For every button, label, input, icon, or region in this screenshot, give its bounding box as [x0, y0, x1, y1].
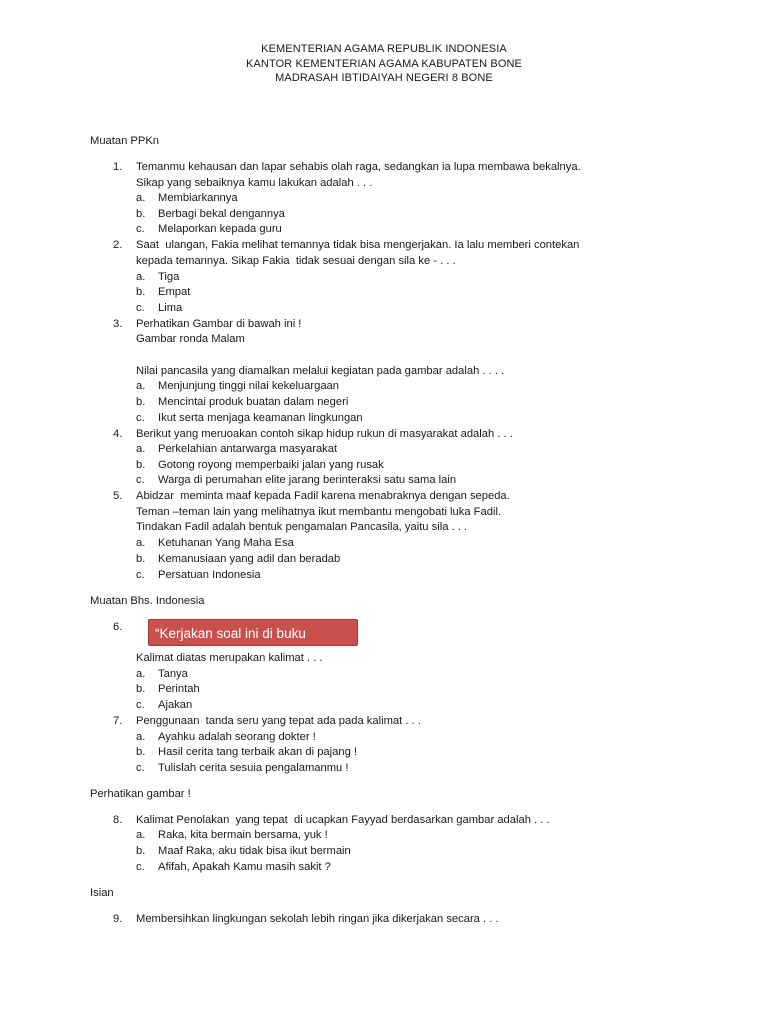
option-text: Membiarkannya	[158, 192, 238, 204]
image-placeholder-caption: Gambar ronda Malam	[136, 333, 245, 345]
header-office: KANTOR KEMENTERIAN AGAMA KABUPATEN BONE	[246, 57, 522, 70]
question-text: Abidzar meminta maaf kepada Fadil karena menabraknya dengan sepeda.	[136, 490, 510, 502]
option-text: Tanya	[158, 668, 188, 680]
question-text: Penggunaan tanda seru yang tepat ada pada kalimat . . .	[136, 715, 421, 727]
option-letter: a.	[136, 829, 146, 841]
option-letter: a.	[136, 271, 146, 283]
option-text: Perkelahian antarwarga masyarakat	[158, 443, 338, 455]
option-text: Gotong royong memperbaiki jalan yang rusak	[158, 459, 384, 471]
option-letter: b.	[136, 845, 146, 857]
option-text: Tiga	[158, 271, 180, 283]
question-number: 1.	[113, 161, 123, 173]
question-text: Kalimat diatas merupakan kalimat . . .	[136, 652, 323, 664]
question-number: 2.	[113, 239, 123, 251]
option-letter: a.	[136, 537, 146, 549]
option-text: Ayahku adalah seorang dokter !	[158, 731, 316, 743]
option-letter: c.	[136, 699, 145, 711]
option-text: Ajakan	[158, 699, 193, 711]
question-text: Teman –teman lain yang melihatnya ikut membantu mengobati luka Fadil.	[136, 506, 502, 518]
option-letter: b.	[136, 683, 146, 695]
option-text: Lima	[158, 302, 183, 314]
question-number: 4.	[113, 428, 123, 440]
option-text: Perintah	[158, 683, 200, 695]
header-school: MADRASAH IBTIDAIYAH NEGERI 8 BONE	[275, 72, 493, 84]
question-text: Temanmu kehausan dan lapar sehabis olah raga, sedangkan ia lupa membawa bekalnya.	[136, 161, 581, 173]
question-number: 8.	[113, 814, 123, 826]
question-text: Perhatikan Gambar di bawah ini !	[136, 318, 302, 330]
question-number: 7.	[113, 715, 123, 727]
question-number: 9.	[113, 913, 123, 925]
option-letter: c.	[136, 412, 145, 424]
header-ministry: KEMENTERIAN AGAMA REPUBLIK INDONESIA	[261, 43, 507, 55]
option-text: Mencintai produk buatan dalam negeri	[158, 396, 349, 408]
question-text: Berikut yang meruoakan contoh sikap hidup rukun di masyarakat adalah . . .	[136, 428, 513, 440]
option-text: Empat	[158, 286, 191, 298]
option-text: Raka, kita bermain bersama, yuk !	[158, 829, 328, 841]
option-letter: c.	[136, 861, 145, 873]
instruction-callout-box: “Kerjakan soal ini di buku	[148, 619, 358, 646]
question-text: Tindakan Fadil adalah bentuk pengamalan Pancasila, yaitu sila . . .	[136, 521, 468, 533]
option-text: Tulislah cerita sesuia pengalamanmu !	[158, 762, 349, 774]
option-letter: c.	[136, 302, 145, 314]
option-text: Afifah, Apakah Kamu masih sakit ?	[158, 861, 331, 873]
option-text: Persatuan Indonesia	[158, 569, 261, 581]
option-letter: b.	[136, 553, 146, 565]
question-text: kepada temannya. Sikap Fakia tidak sesuai dengan sila ke - . . .	[136, 255, 456, 267]
section-isian: Isian	[90, 887, 114, 899]
option-letter: c.	[136, 762, 145, 774]
document-header	[0, 42, 768, 86]
option-letter: b.	[136, 286, 146, 298]
option-letter: a.	[136, 380, 146, 392]
option-text: Menjunjung tinggi nilai kekeluargaan	[158, 380, 339, 392]
question-number: 5.	[113, 490, 123, 502]
option-letter: a.	[136, 192, 146, 204]
question-text: Membersihkan lingkungan sekolah lebih ringan jika dikerjakan secara . . .	[136, 913, 499, 925]
question-number: 6.	[113, 621, 123, 633]
question-text: Kalimat Penolakan yang tepat di ucapkan Fayyad berdasarkan gambar adalah . . .	[136, 814, 550, 826]
option-text: Hasil cerita tang terbaik akan di pajang !	[158, 746, 358, 758]
question-text: Saat ulangan, Fakia melihat temannya tidak bisa mengerjakan. Ia lalu memberi contekan	[136, 239, 580, 251]
option-letter: c.	[136, 569, 145, 581]
option-letter: c.	[136, 223, 145, 235]
section-perhatikan-gambar: Perhatikan gambar !	[90, 788, 191, 800]
option-letter: a.	[136, 668, 146, 680]
option-letter: a.	[136, 731, 146, 743]
option-text: Kemanusiaan yang adil dan beradab	[158, 553, 341, 565]
section-bhs-indonesia: Muatan Bhs. Indonesia	[90, 595, 205, 607]
option-text: Berbagi bekal dengannya	[158, 208, 285, 220]
option-letter: a.	[136, 443, 146, 455]
question-text: Sikap yang sebaiknya kamu lakukan adalah . . .	[136, 177, 373, 189]
option-letter: b.	[136, 396, 146, 408]
option-text: Ketuhanan Yang Maha Esa	[158, 537, 294, 549]
question-number: 3.	[113, 318, 123, 330]
option-text: Maaf Raka, aku tidak bisa ikut bermain	[158, 845, 351, 857]
option-letter: b.	[136, 459, 146, 471]
section-ppkn: Muatan PPKn	[90, 135, 160, 147]
option-text: Ikut serta menjaga keamanan lingkungan	[158, 412, 363, 424]
option-letter: c.	[136, 474, 145, 486]
option-text: Melaporkan kepada guru	[158, 223, 282, 235]
option-letter: b.	[136, 746, 146, 758]
option-letter: b.	[136, 208, 146, 220]
option-text: Warga di perumahan elite jarang berinteraksi satu sama lain	[158, 474, 457, 486]
question-text: Nilai pancasila yang diamalkan melalui kegiatan pada gambar adalah . . . .	[136, 365, 505, 377]
